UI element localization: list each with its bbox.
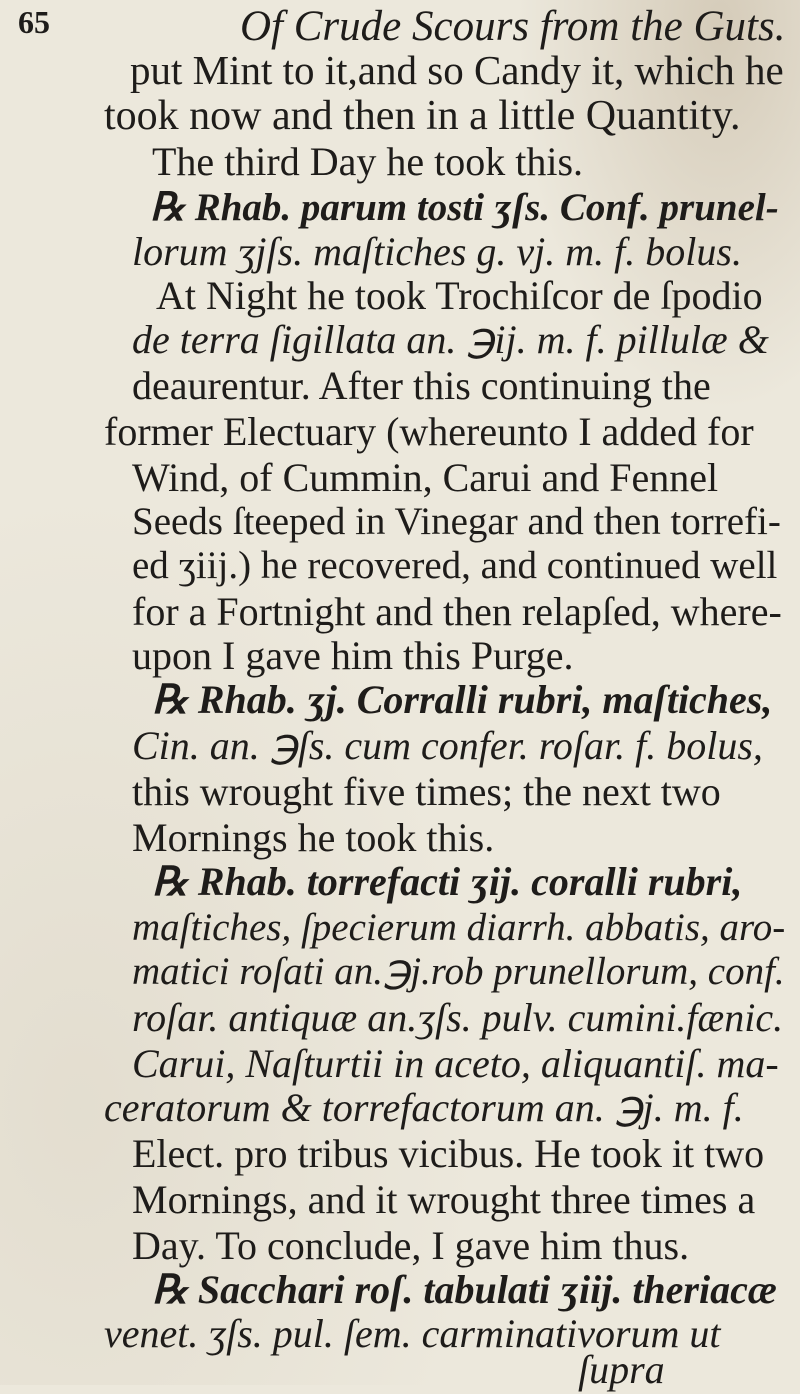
text-line-2: took now and then in a little Quantity. <box>104 93 741 139</box>
text-line-10: Wind, of Cummin, Carui and Fennel <box>132 455 719 500</box>
text-line-17: this wrought five times; the next two <box>132 769 721 814</box>
text-line-14: upon I gave him this Purge. <box>132 633 574 678</box>
text-line-1: put Mint to it,and so Candy it, which he <box>130 47 784 93</box>
text-line-16: Cin. an. ℈ſs. cum confer. roſar. f. bolus, <box>132 723 763 768</box>
text-line-28: ℞ Sacchari roſ. tabulati ʒiij. theriacæ <box>152 1267 777 1312</box>
text-line-9: former Electuary (whereunto I added for <box>104 409 754 454</box>
text-line-21: matici roſati an.℈j.rob prunellorum, conf. <box>132 950 785 993</box>
text-line-7: de terra ſigillata an. ℈ij. m. f. pillulæ & <box>132 317 769 362</box>
text-line-25: Elect. pro tribus vicibus. He took it two <box>132 1131 765 1176</box>
text-line-12: ed ʒiij.) he recovered, and continued well <box>132 544 778 587</box>
text-line-4: ℞ Rhab. parum tosti ʒſs. Conf. prunel- <box>150 186 779 229</box>
text-line-13: for a Fortnight and then relapſed, where- <box>132 589 782 634</box>
text-line-29: venet. ʒſs. pul. ſem. carminativorum ut <box>104 1311 721 1356</box>
page-number: 65 <box>18 4 50 40</box>
text-line-20: maſtiches, ſpecierum diarrh. abbatis, aro- <box>132 906 786 949</box>
text-line-27: Day. To conclude, I gave him thus. <box>132 1223 690 1268</box>
text-line-23: Carui, Naſturtii in aceto, aliquantiſ. ma- <box>132 1041 779 1086</box>
text-line-19: ℞ Rhab. torrefacti ʒij. coralli rubri, <box>152 859 743 904</box>
text-line-11: Seeds ſteeped in Vinegar and then torrefi- <box>132 500 781 543</box>
text-line-18: Mornings he took this. <box>132 815 495 860</box>
text-line-6: At Night he took Trochiſcor de ſpodio <box>156 273 763 318</box>
text-line-30: ſupra <box>578 1347 665 1392</box>
text-line-3: The third Day he took this. <box>152 139 584 184</box>
text-line-8: deaurentur. After this continuing the <box>132 363 711 408</box>
text-line-24: ceratorum & torrefactorum an. ℈j. m. f. <box>104 1085 744 1130</box>
text-line-26: Mornings, and it wrought three times a <box>132 1177 756 1222</box>
text-line-5: lorum ʒjſs. maſtiches g. vj. m. f. bolus. <box>132 229 742 274</box>
text-line-22: roſar. antiquæ an.ʒſs. pulv. cumini.fænic. <box>132 995 784 1040</box>
running-head: Of Crude Scours from the Guts. <box>240 3 786 50</box>
text-line-15: ℞ Rhab. ʒj. Corralli rubri, maſtiches, <box>152 677 773 722</box>
